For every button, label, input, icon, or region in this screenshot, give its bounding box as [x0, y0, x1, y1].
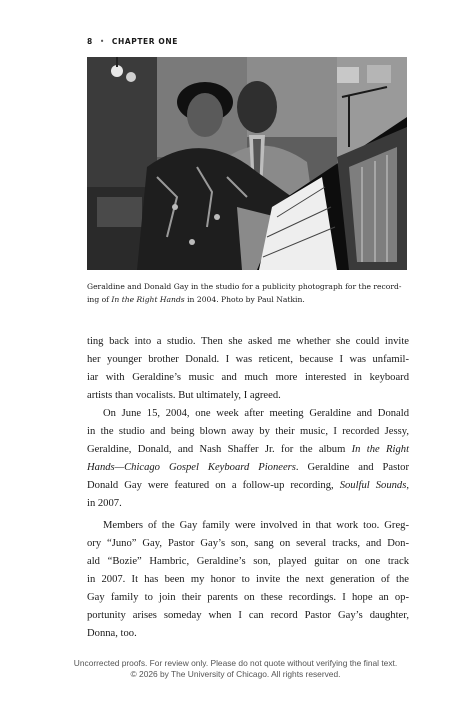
paragraph-text: ,	[406, 480, 409, 491]
paragraph-line: On June 15, 2004, one week after meeting Geraldine and Donald	[103, 408, 409, 419]
studio-photograph	[87, 57, 407, 270]
paragraph-line	[87, 477, 409, 495]
paragraph-line: in the studio and being blown away by their music, I recorded Jessy,	[87, 426, 409, 437]
caption-line-2	[87, 294, 409, 307]
album-title: In the Right	[351, 444, 410, 455]
paragraph-line: Donna, too.	[87, 628, 137, 639]
running-header	[87, 37, 178, 46]
body-text	[87, 333, 409, 643]
paragraph-line: artists than vocalists. But ultimately, I agreed.	[87, 390, 281, 401]
proof-notice	[0, 658, 471, 680]
paragraph-line: ory “Juno” Gay, Pastor Gay’s son, sang on several tracks, and Don-	[87, 538, 409, 549]
paragraph-line	[87, 441, 409, 459]
photo-illustration	[87, 57, 407, 270]
caption-text: in 2004. Photo by Paul Natkin.	[184, 294, 305, 304]
paragraph-text: Geraldine, Donald, and Nash Shaffer Jr. for the album	[87, 444, 352, 455]
chapter-title: CHAPTER ONE	[111, 37, 178, 46]
paragraph-line: ald “Bozie” Hambric, Geraldine’s son, played guitar on one track	[87, 556, 409, 567]
paragraph-line: Members of the Gay family were involved in that work too. Greg-	[103, 520, 409, 531]
paragraph-text: Donald Gay were featured on a follow-up recording,	[87, 480, 340, 491]
paragraph-line: iar with Geraldine’s music and much more interested in keyboard	[87, 372, 409, 383]
caption-text: ing of	[87, 294, 112, 304]
paragraph-line: in 2007.	[87, 498, 122, 509]
paragraph-line: her younger brother Donald. I was reticent, because I was unfamil-	[87, 354, 409, 365]
paragraph-line: in 2007. It has been my honor to invite the next generation of the	[87, 574, 409, 585]
album-title: Hands—Chicago Gospel Keyboard Pioneers	[87, 462, 296, 473]
page-number: 8	[87, 37, 93, 46]
paragraph-line: Gay family to join their parents on these recordings. I hope an op-	[87, 592, 409, 603]
album-title: Soulful Sounds	[339, 480, 407, 491]
paragraph-line: ting back into a studio. Then she asked me whether she could invite	[87, 336, 409, 347]
paragraph-line: portunity arises someday when I can record Pastor Gay’s daughter,	[87, 610, 409, 621]
caption-line-1: Geraldine and Donald Gay in the studio for a publicity photograph for the record-	[87, 282, 402, 291]
paragraph-line	[87, 459, 409, 477]
album-title: In the Right Hands	[111, 294, 185, 304]
copyright-line: © 2026 by The University of Chicago. All rights reserved.	[130, 669, 341, 679]
paragraph-text: . Geraldine and Pastor	[295, 462, 409, 473]
header-separator: •	[99, 37, 105, 46]
photo-caption	[87, 281, 409, 306]
proof-notice-line-1: Uncorrected proofs. For review only. Please do not quote without verifying the final text.	[73, 658, 398, 668]
